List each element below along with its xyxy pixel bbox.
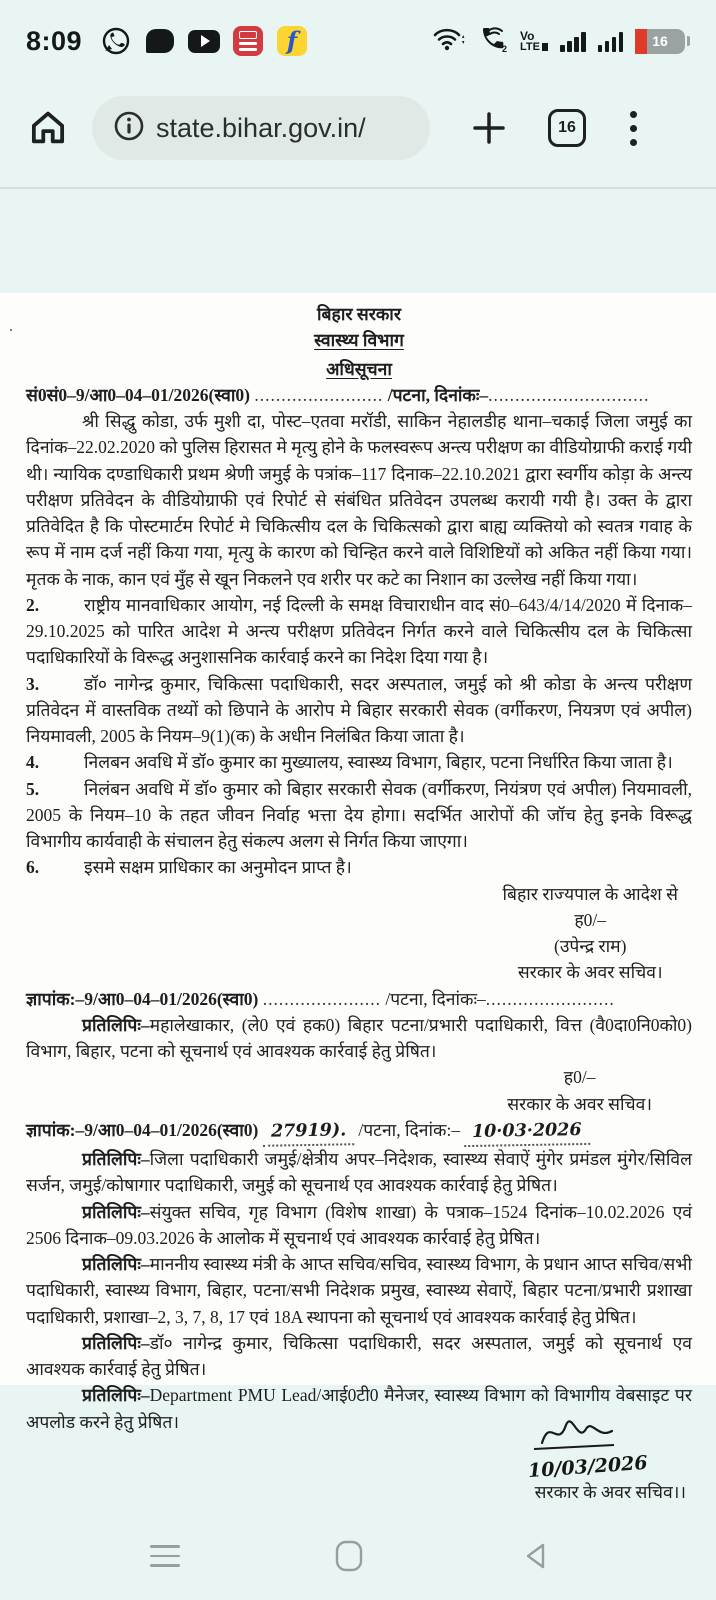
clock: 8:09	[26, 25, 83, 56]
copy-to-4: प्रतिलिपिः–माननीय स्वास्थ्य मंत्री के आप्त सचिव/सचिव, स्वास्थ्य विभाग, के प्रधान आप्त सचिव/सभी पदाधिकारी, स्वास्थ्य विभाग, बिहार, पटना/सभी निदेशक प्रमुख, स्वास्थ्य सेवाऐं, बिहार पटना/प्रभारी प्रशाखा पदाधिकारी, प्रशाखा–2, 3, 7, 8, 17 एवं 18A स्थापना को सूचनार्थ एवं आवश्यक कार्रवाई हेतु प्रेषित।	[26, 1254, 692, 1327]
paragraph-2: 2. राष्ट्रीय मानवाधिकार आयोग, नई दिल्ली के समक्ष विचाराधीन वाद सं0–643/4/14/2020 में दिनाक–29.10.2025 को पारित आदेश मे अन्त्य परीक्षण प्रतिवेदन निर्गत करने वाले चिकित्सीय दल के चिकित्सा पदाधिकारियों के विरूद्ध अनुशासनिक कार्रवाई करने का निदेश दिया गया है।	[26, 594, 692, 668]
document-header	[26, 301, 692, 382]
battery-nub	[687, 36, 690, 46]
handwritten-date: 10·03·2026	[464, 1117, 590, 1147]
handwritten-memo-number: 27919).	[262, 1117, 354, 1147]
vowifi-call-icon	[478, 24, 508, 59]
reference-number-line: सं0सं0–9/आ0–04–01/2026(स्वा0) ........................ /पटना, दिनांकः–..............................	[26, 384, 650, 405]
final-signature-area	[26, 1435, 692, 1497]
copy-to-6: प्रतिलिपिः–Department PMU Lead/आई0टी0 मैनेजर, स्वास्थ्य विभाग को विभागीय वेबसाइट पर अपलोड करने हेतु प्रेषित।	[26, 1385, 692, 1432]
tab-switcher-button[interactable]	[548, 109, 586, 147]
site-info-icon[interactable]	[112, 109, 146, 148]
copy-to-1: प्रतिलिपिः–महालेखाकार, (ले0 एवं हक0) बिहार पटना/प्रभारी पदाधिकारी, वित्त (वै0दा0नि0को0) विभाग, बिहार, पटना को सूचनार्थ एवं आवश्यक कार्रवाई हेतु प्रेषित।	[26, 1014, 692, 1061]
youtube-notification-icon	[188, 25, 220, 57]
stray-mark: .	[9, 318, 13, 335]
copy-to-3: प्रतिलिपिः–संयुक्त सचिव, गृह विभाग (विशेष शाखा) के पत्राक–1524 दिनांक–10.02.2026 एवं 2506 दिनाक–09.03.2026 के आलोक में सूचनार्थ एवं आवश्यक कार्रवाई हेतु प्रेषित।	[26, 1201, 692, 1248]
svg-text:2: 2	[502, 43, 508, 54]
status-bar	[0, 14, 716, 68]
recents-menu-icon[interactable]	[150, 1545, 180, 1567]
battery-icon: 16	[635, 29, 685, 54]
doc-title-notification: अधिसूचना	[326, 358, 392, 379]
wifi-icon	[432, 25, 466, 58]
volte-indicator: Vo LTE	[520, 30, 548, 53]
browser-toolbar	[0, 90, 716, 166]
signal-bars-sim2	[598, 30, 624, 52]
copy-to-5: प्रतिलिपिः–डॉ० नागेन्द्र कुमार, चिकित्सा पदाधिकारी, सदर अस्पताल, जमुई को सूचनार्थ एव आवश्यक कार्रवाई हेतु प्रेषित।	[26, 1332, 692, 1379]
secretary-signature-block: ह0/– सरकार के अवर सचिव।	[507, 1067, 652, 1114]
url-bar[interactable]	[92, 96, 430, 160]
document-page	[0, 293, 716, 1502]
news-app-notification-icon	[232, 25, 264, 57]
paragraph-1: श्री सिद्धु कोडा, उर्फ मुशी दा, पोस्ट–एतवा मरॉडी, साकिन नेहालडीह थाना–चकाई जिला जमुई का दिनांक–22.02.2020 को पुलिस हिरासत मे मृत्यु होने के फलस्वरूप अन्त्य परीक्षण का वीडियोग्राफी कराई गयी थी। न्यायिक दण्डाधिकारी प्रथम श्रेणी जमुई के पत्रांक–117 दिनाक–22.10.2021 द्वारा स्वर्गीय कोड़ा के अन्त्य परीक्षण प्रतिवेदन के वीडियोग्राफी एवं रिपोर्ट से संबंधित प्रतिवेदन उपलब्ध करायी गयी है। उक्त के द्वारा प्रतिवेदित है कि पोस्टमार्टम रिपोर्ट मे चिकित्सीय दल के चिकित्सको द्वारा बाह्य व्यक्तियो को स्वतत्र गवाह के रूप में नाम दर्ज नहीं किया गया, मृत्यु के कारण को चिन्हित करने वाले विशिष्टियों को अकित नहीं किया गया। मृतक के नाक, कान एवं मुँह से खून निकलने एव शरीर पर कटे का निशान का उल्लेख नहीं किया गया।	[26, 411, 692, 589]
menu-kebab-icon[interactable]	[630, 111, 637, 146]
url-text: state.bihar.gov.in/	[156, 112, 366, 143]
doc-title-government: बिहार सरकार	[317, 304, 401, 324]
flipkart-notification-icon: f	[276, 25, 308, 57]
home-button[interactable]	[26, 106, 70, 150]
copy-to-2: प्रतिलिपिः–जिला पदाधिकारी जमुई/क्षेत्रीय अपर–निदेशक, स्वास्थ्य सेवाऐं मुंगेर प्रमंडल मुंगेर/सिविल सर्जन, जमुई/कोषागार पदाधिकारी, जमुई को सूचनार्थ एव आवश्यक कार्रवाई हेतु प्रेषित।	[26, 1149, 692, 1196]
android-nav-bar	[150, 1536, 556, 1576]
tab-count: 16	[558, 119, 576, 136]
toolbar-divider	[0, 187, 716, 189]
memo-line-2: ज्ञापांक:–9/आ0–04–01/2026(स्वा0) 27919). /पटना, दिनांक:– 10·03·2026	[26, 1117, 692, 1146]
signal-bars-sim1	[560, 30, 586, 52]
new-tab-button[interactable]	[468, 107, 510, 149]
paragraph-5: 5. निलंबन अवधि में डॉ० कुमार को बिहार सरकारी सेवक (वर्गीकरण, नियंत्रण एवं अपील) नियमावली, 2005 के नियम–10 के तहत जीवन निर्वाह भत्ता देय होगा। सदर्भित आरोपों की जॉच हेतु इनके विरूद्ध विभागीय कार्यवाही के संचालन हेतु संकल्प अलग से निर्गत किया जाएगा।	[26, 778, 692, 851]
paragraph-6: 6. इसमे सक्षम प्राधिकार का अनुमोदन प्राप्त है।	[26, 857, 352, 878]
paragraph-3: 3. डॉ० नागेन्द्र कुमार, चिकित्सा पदाधिकारी, सदर अस्पताल, जमुई को श्री कोडा के अन्त्य परीक्षण प्रतिवेदन में वास्तविक तथ्यों को छिपाने के आरोप मे बिहार सरकारी सेवक (वर्गीकरण, नियत्रण एवं अपील) नियमावली, 2005 के नियम–9(1)(क) के अधीन निलंबित किया जाता है।	[26, 673, 692, 746]
final-designation-line: सरकार के अवर सचिव।।	[534, 1481, 686, 1502]
doc-title-department: स्वास्थ्य विभाग	[314, 330, 404, 351]
handwritten-signature-date: 10/03/2026	[527, 1451, 649, 1482]
memo-line-1: ज्ञापांक:–9/आ0–04–01/2026(स्वा0) ...................... /पटना, दिनांकः–........................	[26, 988, 615, 1009]
governor-order-signature-block: बिहार राज्यपाल के आदेश से ह0/– (उपेन्द्र राम) सरकार के अवर सचिव।	[502, 883, 678, 983]
back-nav-icon[interactable]	[518, 1537, 556, 1575]
chat-notification-icon	[144, 25, 176, 57]
paragraph-4: 4. निलबन अवधि में डॉ० कुमार का मुख्यालय, स्वास्थ्य विभाग, बिहार, पटना निर्धारित किया जाता है।	[26, 752, 673, 773]
home-nav-icon[interactable]	[332, 1536, 366, 1576]
whatsapp-notification-icon	[100, 25, 132, 57]
